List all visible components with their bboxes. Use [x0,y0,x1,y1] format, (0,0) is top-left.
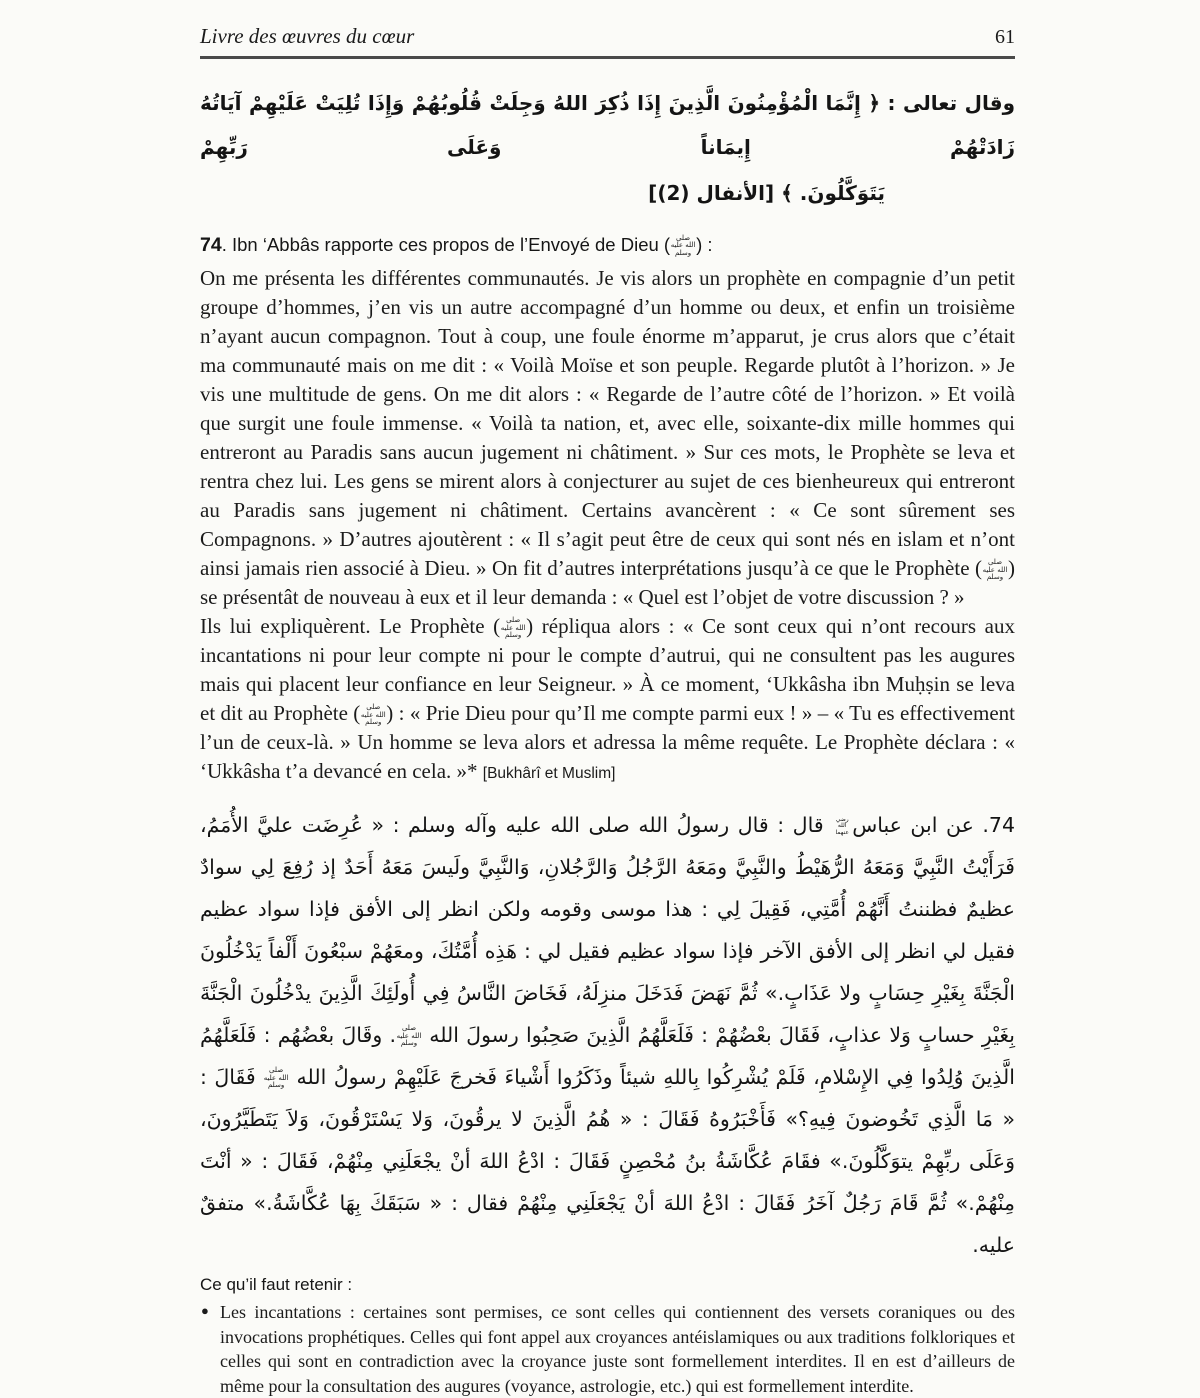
prophet-honorific-icon: صلى الله عليه وسلم [360,703,386,727]
hadith-source-ref: [Bukhârî et Muslim] [482,765,616,783]
hadith-translation [200,264,1015,788]
hadith-paragraph-1: On me présenta les différentes communautés. Je vis alors un prophète en compagnie d’un petit groupe d’hommes, j’en vis un autre accompagné d’un homme ou deux, et enfin un troisième n’ayant aucun compagnon. Tout à coup, une foule énorme m’apparut, je crus alors que c’était ma communauté mais on me dit : « Voilà Moïse et son peuple. Regarde plutôt à l’horizon. » Je vis une multitude de gens. On me dit alors : « Regarde de l’autre côté de l’horizon. » Et voilà que surgit une foule immense. « Voilà ta nation, et, avec elle, soixante-dix mille hommes qui entreront au Paradis sans aucun jugement ni châtiment. » Sur ces mots, le Prophète se leva et rentra chez lui. Les gens se mirent alors à conjecturer au sujet de ces bienheureux qui entreront au Paradis sans jugement ni châtiment. Certains avancèrent : « Ce sont sûrement ses Compagnons. » D’autres ajoutèrent : « Il s’agit peut être de ceux qui sont nés en islam et n’ont ainsi jamais rien associé à Dieu. » On fit d’autres interprétations jusqu’à ce que le Prophète ( صلى الله عليه وسلم ) se présentât de nouveau à eux et il leur demanda : « Quel est l’objet de votre discussion ? » [200,266,1015,610]
prophet-honorific-icon: صلى الله عليه وسلم [982,558,1008,582]
prophet-honorific-icon: صلى الله عليه وسلم [500,616,526,640]
key-point-item [200,1300,1015,1398]
hadith-heading-text: . Ibn ‘Abbâs rapporte ces propos de l’Envoyé de Dieu ( صلى الله عليه وسلم ) : [221,233,713,257]
prophet-honorific-icon: صلى الله عليه وسلم [670,233,696,257]
running-title: Livre des œuvres du cœur [200,24,415,48]
bullet-icon: ● [201,1303,209,1319]
quran-verse-reference-line: يَتَوَكَّلُونَ. ﴾ [الأنفال (2)] [648,181,885,205]
quran-verse-line-1: وقال تعالى : ﴿ إِنَّمَا الْمُؤْمِنُونَ الَّذِينَ إِذَا ذُكِرَ اللهُ وَجِلَتْ قُلُوبُهُمْ وَإِذَا تُلِيَتْ عَلَيْهِمْ آيَاتُهُ زَادَتْهُمْ إِيمَاناً وَعَلَى رَبِّهِمْ [200,91,1015,159]
hadith-number: 74 [200,234,222,256]
key-points-section [200,1274,1015,1398]
page-header [200,24,1015,59]
page-number: 61 [995,26,1015,48]
hadith-paragraph-2 [200,612,1015,788]
prophet-honorific-icon: صلى الله عليه وسلم [263,1066,289,1090]
hadith-paragraph-2-text: Ils lui expliquèrent. Le Prophète ( صلى الله عليه وسلم ) répliqua alors : « Ce sont ceux qui n’ont recours aux incantations ni pour leur compte ni pour le compte d’autrui, qui ne consultent pas les augures mais qui placent leur confiance en leur Seigneur. » À ce moment, ‘Ukkâsha ibn Muḥṣin se leva et dit au Prophète ( صلى الله عليه وسلم ) : « Prie Dieu pour qu’Il me compte parmi eux ! » – « Tu es effectivement l’un de ceux-là. » Un homme se leva alors et adressa la même requête. Le Prophète déclara : « ‘Ukkâsha t’a devancé en cela. »* [200,614,1015,784]
quran-verse [200,81,1015,213]
prophet-honorific-icon: صلى الله عليه وسلم [396,1024,422,1048]
companion-honorific-icon: رضي الله عنهما [835,815,849,836]
key-point-text: Les incantations : certaines sont permises, ce sont celles qui contiennent des versets coraniques ou des invocations prophétiques. Celles qui font appel aux croyances antéislamiques ou aux traditions folkloriques et celles qui sont en contradiction avec la croyance juste sont formellement interdites. Il en est d’ailleurs de même pour la consultation des augures (voyance, astrologie, etc.) qui est formellement interdite. [220,1302,1015,1396]
book-page [200,24,1015,1398]
key-points-heading: Ce qu’il faut retenir : [200,1275,353,1295]
hadith-arabic-text: 74. عن ابن عباسرضي الله عنهما قال : قال رسولُ الله صلى الله عليه وآله وسلم : « عُرِضَت عليَّ الأُمَمُ، فَرَأَيْتُ النَّبِيَّ وَمَعَهُ الرُّهَيْطُ والنَّبِيَّ ومَعَهُ الرَّجُلُ وَالرَّجُلانِ، وَالنَّبِيَّ ولَيسَ مَعَهُ أَحَدٌ إذ رُفِعَ لِي سوادٌ عظيمٌ فظننتُ أَنَّهُمْ أُمَّتِي، فَقِيلَ لِي : هذا موسى وقومه ولكن انظر إلى الأفق فإذا سواد عظيم فقيل لي انظر إلى الأفق الآخر فإذا سواد عظيم فقيل لي : هَذِه أُمَّتُكَ، ومعَهُمْ سبْعُونَ أَلْفاً يَدْخُلُونَ الْجَنَّةَ بِغَيْرِ حِسَابٍ ولا عَذَابٍ.» ثُمَّ نَهَضَ فَدَخَلَ منزِلَهُ، فَخَاضَ النَّاسُ فِي أُولَئِكَ الَّذِينَ يدْخُلُونَ الْجَنَّةَ بِغَيْرِ حسابٍ وَلا عذابٍ، فَقَالَ بعْضُهُمْ : فَلَعَلَّهُمُ الَّذِينَ صَحِبُوا رسولَ الله صلى الله عليه وسلم. وقَالَ بعْضُهُم : فَلَعَلَّهُمُ الَّذِينَ وُلِدُوا فِي الإِسْلامِ، فَلَمْ يُشْرِكُوا بِاللهِ شيئاً وذَكَرُوا أَشْياءَ فَخرجَ عَلَيْهِمْ رسولُ الله صلى الله عليه وسلم فَقَالَ : « مَا الَّذِي تَخُوضونَ فِيهِ؟» فَأَخْبَرُوهُ فَقَالَ : « هُمُ الَّذِينَ لا يرقُونَ، وَلا يَسْتَرْقُونَ، وَلاَ يَتَطَيَّرُونَ، وَعَلَى ربِّهِمْ يتوَكَّلُونَ.» فقَامَ عُكَّاشَةُ بنُ مُحْصِنٍ فَقَالَ : ادْعُ اللهَ أنْ يجْعَلَنِي مِنْهُمْ، فَقَالَ : « أنْتَ مِنْهُمْ.» ثُمَّ قَامَ رَجُلٌ آخَرُ فَقَالَ : ادْعُ اللهَ أنْ يَجْعَلَنِي مِنْهُمْ فقال : « سَبَقَكَ بِهَا عُكَّاشَةُ.» متفقٌ عليه. [200,813,1015,1258]
hadith-heading [200,233,1015,257]
